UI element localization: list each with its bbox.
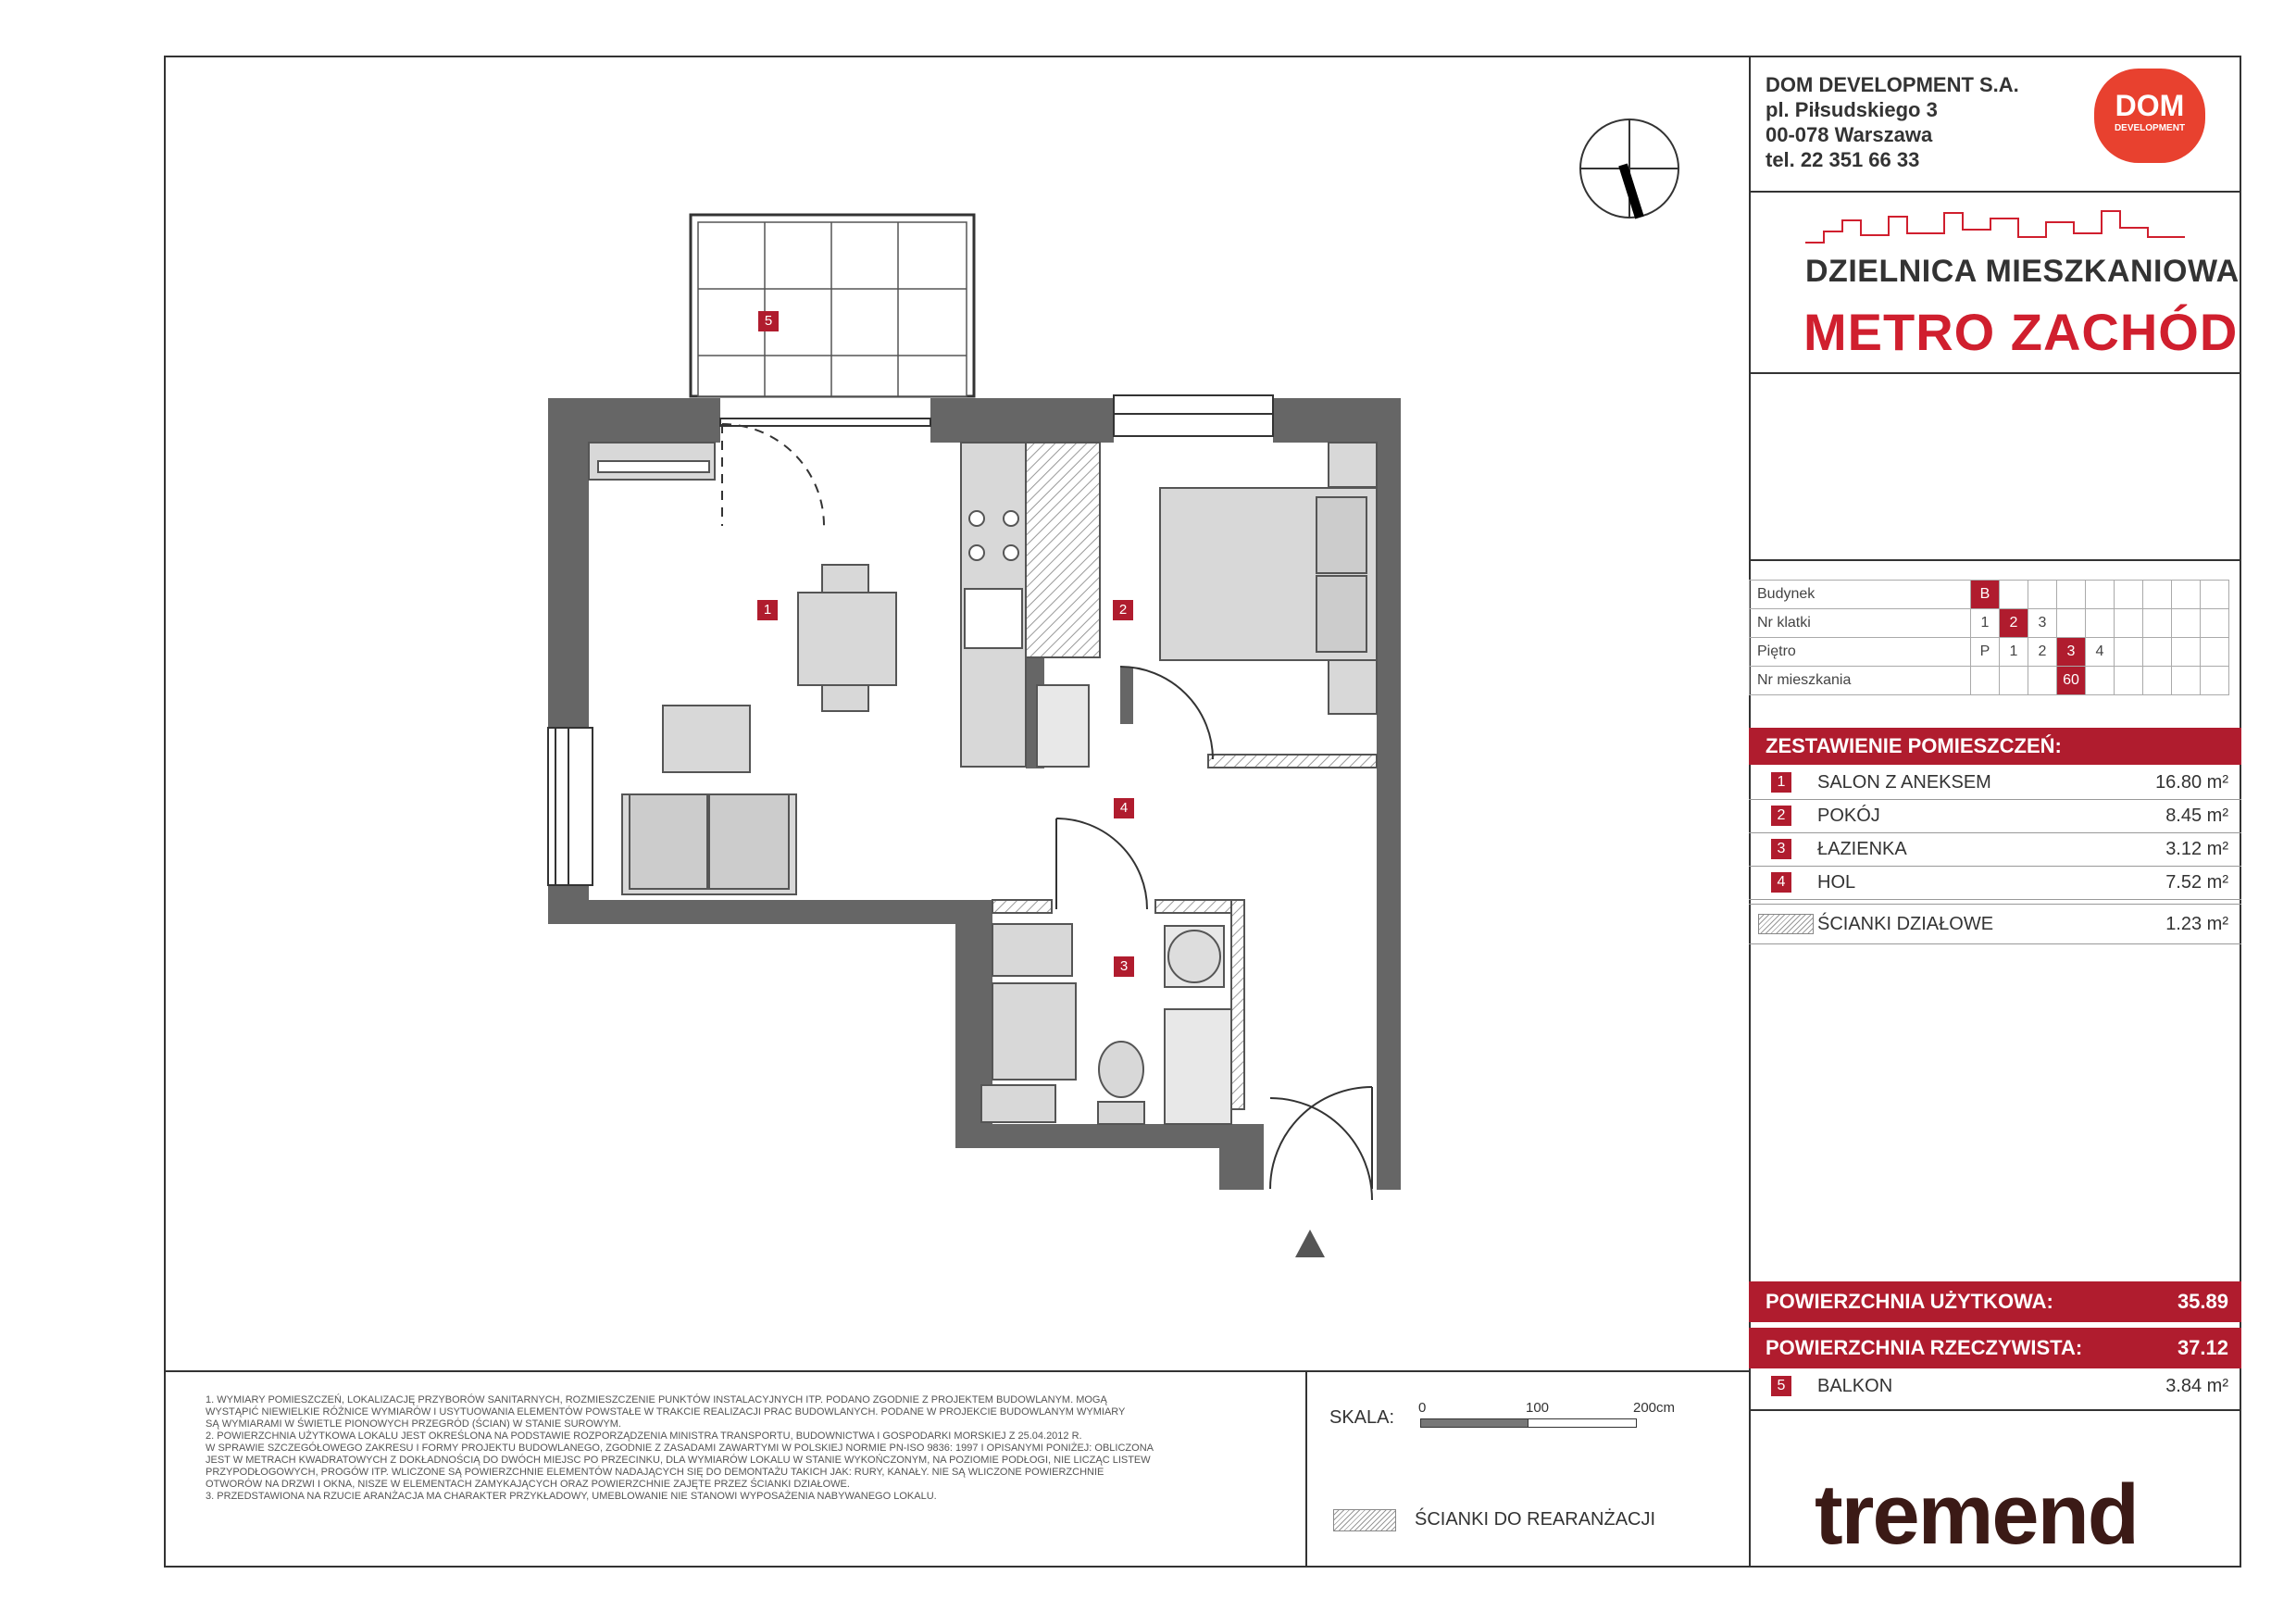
grid-row-floor: Piętro P 1 2 3 4 xyxy=(1750,638,2229,667)
grid-row-staircase: Nr klatki 1 2 3 xyxy=(1750,609,2229,638)
balcony-area xyxy=(691,215,974,396)
scale-tick-200: 200cm xyxy=(1633,1400,1676,1416)
brand-line1: DZIELNICA MIESZKANIOWA xyxy=(1805,254,2240,289)
plan-tag-balcony: 5 xyxy=(758,311,779,331)
dom-logo xyxy=(2094,69,2205,163)
rooms-header: ZESTAWIENIE POMIESZCZEŃ: xyxy=(1749,728,2241,765)
grid-row-apartment: Nr mieszkania 60 xyxy=(1750,667,2229,695)
logo-text: DOM xyxy=(2115,89,2185,122)
partitions-row: ŚCIANKI DZIAŁOWE 1.23 m² xyxy=(1749,904,2241,944)
hatch-swatch xyxy=(1758,914,1814,934)
skyline-icon xyxy=(1805,209,2185,246)
entrance-arrow-icon xyxy=(1295,1230,1325,1257)
tremend-logo: tremend xyxy=(1815,1468,2138,1562)
usable-area-bar: POWIERZCHNIA UŻYTKOWA: 35.89 xyxy=(1749,1281,2241,1322)
company-street: pl. Piłsudskiego 3 xyxy=(1766,98,1938,121)
real-area-bar: POWIERZCHNIA RZECZYWISTA: 37.12 xyxy=(1749,1328,2241,1368)
brand-line2: METRO ZACHÓD xyxy=(1803,303,2239,361)
grid-row-building: Budynek B xyxy=(1750,581,2229,609)
logo-subtext: DEVELOPMENT xyxy=(2114,123,2186,133)
company-name: DOM DEVELOPMENT S.A. xyxy=(1766,73,2019,96)
room-row: 2 POKÓJ 8.45 m² xyxy=(1749,800,2241,833)
compass-icon xyxy=(1580,119,1678,218)
location-grid xyxy=(1749,580,2229,695)
company-block xyxy=(1766,72,2019,172)
balcony-row: 5 BALKON 3.84 m² xyxy=(1749,1370,2241,1404)
scale-tick-0: 0 xyxy=(1418,1400,1427,1416)
plan-tag-bathroom: 3 xyxy=(1114,956,1134,977)
scale-label: SKALA: xyxy=(1329,1407,1395,1428)
scale-tick-100: 100 xyxy=(1526,1400,1550,1416)
rearrange-legend-swatch xyxy=(1333,1509,1396,1531)
room-row: 4 HOL 7.52 m² xyxy=(1749,867,2241,900)
footer-vertical-divider xyxy=(1305,1370,1307,1568)
plan-tag-hall: 4 xyxy=(1114,798,1134,818)
company-phone: tel. 22 351 66 33 xyxy=(1766,148,1920,171)
room-row: 3 ŁAZIENKA 3.12 m² xyxy=(1749,833,2241,867)
notes-block: 1. WYMIARY POMIESZCZEŃ, LOKALIZACJĘ PRZYBORÓW SANITARNYCH, ROZMIESZCZENIE PUNKTÓW INSTALACYJNYCH ITP. PODANO ZGODNIE Z PROJEKTEM BUDOWLANYM. MOGĄ WYSTĄPIĆ NIEWIELKIE RÓŻNICE WYMIARÓW I USYTUOWANIA ELEMENTÓW POWSTAŁE W TRAKCIE REALIZACJI PRAC BUDOWLANYCH. PODANE W PROJEKCIE BUDOWLANYM WYMIARY SĄ WYMIARAMI W ŚWIETLE PIONOWYCH PRZEGRÓD (ŚCIAN) W STANIE SUROWYM. 2. POWIERZCHNIA UŻYTKOWA LOKALU JEST OKREŚLONA NA PODSTAWIE ROZPORZĄDZENIA MINISTRA TRANSPORTU, BUDOWNICTWA I GOSPODARKI MORSKIEJ Z 25.04.2012 R. W SPRAWIE SZCZEGÓŁOWEGO ZAKRESU I FORMY PROJEKTU BUDOWLANEGO, ZGODNIE Z ZASADAMI ZAWARTYMI W POLSKIEJ NORMIE PN-ISO 9836: 1997 I OPISANYMI PONIŻEJ: OBLICZONA JEST W METRACH KWADRATOWYCH Z DOKŁADNOŚCIĄ DO DWÓCH MIEJSC PO PRZECINKU, DLA WYMIARÓW LOKALU W STANIE WYKOŃCZONYM, NA POZIOMIE PODŁOGI, NIE LICZĄC LISTEW PRZYPODŁOGOWYCH, PROGÓW ITP. WLICZONE SĄ POWIERZCHNIE ELEMENTÓW NADAJĄCYCH SIĘ DO DEMONTAŻU TAKICH JAK: RURY, KANAŁY. NIE SĄ WLICZONE POWIERZCHNIE OTWORÓW NA DRZWI I OKNA, NISZE W ELEMENTACH ZAMYKAJĄCYCH ORAZ POWIERZCHNIE ZAJĘTE PRZEZ ŚCIANKI DZIAŁOWE. 3. PRZEDSTAWIONA NA RZUCIE ARANŻACJA MA CHARAKTER PRZYKŁADOWY, UMEBLOWANIE NIE STANOWI WYPOSAŻENIA NABYWANEGO LOKALU. xyxy=(206,1394,1154,1502)
scale-bar-filled xyxy=(1420,1418,1529,1428)
scale-bar-empty xyxy=(1528,1418,1637,1428)
room-row: 1 SALON Z ANEKSEM 16.80 m² xyxy=(1749,767,2241,800)
company-city: 00-078 Warszawa xyxy=(1766,123,1933,146)
plan-tag-room: 2 xyxy=(1113,600,1133,620)
footer-divider xyxy=(164,1370,1749,1372)
plan-tag-living: 1 xyxy=(757,600,778,620)
rearrange-legend-label: ŚCIANKI DO REARANŻACJI xyxy=(1415,1509,1656,1530)
